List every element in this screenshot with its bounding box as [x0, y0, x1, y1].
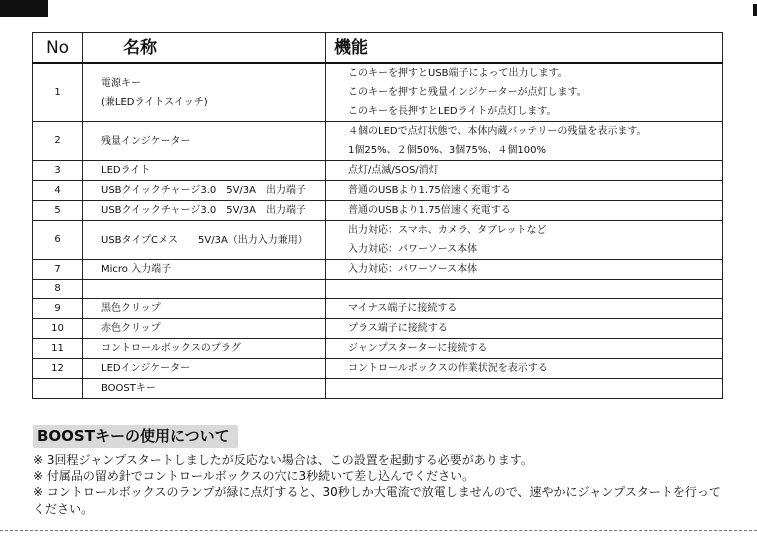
- row-name: [83, 319, 326, 339]
- row-function-line: 普通のUSBより1.75倍速く充電する: [348, 205, 511, 216]
- row-name-line: 黒色クリップ: [101, 303, 161, 314]
- corner-mark: [753, 4, 757, 16]
- boost-note-2: ※ 付属品の留め針でコントロールボックスの穴に3秒続いて差し込んでください。: [33, 469, 475, 483]
- row-name-line: 残量インジケーター: [101, 135, 191, 147]
- row-name-line: (兼LEDライトスイッチ): [101, 96, 208, 108]
- boost-note-3: ※ コントロールボックスのランプが緑に点灯すると、30秒しか大電流で放電しませんので、速やかにジャンプスタートを行ってください。: [33, 485, 721, 516]
- row-name-line: LEDインジケーター: [101, 363, 191, 374]
- header-name: 名称: [83, 33, 326, 64]
- row-function: [326, 122, 723, 161]
- header-no: No: [33, 33, 83, 64]
- row-function-line: 普通のUSBより1.75倍速く充電する: [348, 185, 511, 196]
- row-name-line: USBクイックチャージ3.0 5V/3A 出力端子: [101, 185, 307, 196]
- table-row: [33, 359, 723, 379]
- row-function-line: このキーを押すとUSB端子によって出力します。: [348, 68, 568, 79]
- row-function: [326, 201, 723, 221]
- row-name: [83, 260, 326, 280]
- row-name-line: BOOSTキー: [101, 383, 156, 394]
- boost-note-1: ※ 3回程ジャンプスタートしましたが反応ない場合は、この設置を起動する必要があります。: [33, 453, 533, 467]
- row-function-line: マイナス端子に接続する: [348, 303, 458, 314]
- row-number: 1: [33, 63, 83, 122]
- row-function: [326, 319, 723, 339]
- table-row: [33, 319, 723, 339]
- table-row: [33, 181, 723, 201]
- table-row: [33, 221, 723, 260]
- header-function: 機能: [326, 33, 723, 64]
- row-name: [83, 181, 326, 201]
- row-name: [83, 339, 326, 359]
- row-name: [83, 122, 326, 161]
- row-function: [326, 181, 723, 201]
- row-function-line: 1個25%、２個50%、3個75%、４個100%: [348, 145, 546, 156]
- row-number: 8: [33, 280, 83, 299]
- row-number: 10: [33, 319, 83, 339]
- row-function-line: このキーを押すと残量インジケーターが点灯します。: [348, 87, 587, 98]
- table-row: [33, 299, 723, 319]
- table-row: [33, 161, 723, 181]
- table-row: [33, 379, 723, 399]
- spec-table: [32, 32, 723, 399]
- row-name: [83, 63, 326, 122]
- row-number: 3: [33, 161, 83, 181]
- row-function-line: プラス端子に接続する: [348, 323, 448, 334]
- bottom-dashed-rule: [0, 530, 757, 531]
- row-name-line: LEDライト: [101, 165, 151, 176]
- row-function-line: ジャンプスターターに接続する: [348, 343, 488, 354]
- row-name-line: USBタイプCメス 5V/3A（出力入力兼用）: [101, 234, 308, 246]
- row-name: [83, 221, 326, 260]
- row-function: [326, 161, 723, 181]
- row-name: [83, 201, 326, 221]
- table-row: [33, 260, 723, 280]
- row-function: [326, 299, 723, 319]
- row-number: 9: [33, 299, 83, 319]
- row-function: [326, 379, 723, 399]
- boost-heading: BOOSTキーの使用について: [33, 425, 238, 448]
- row-number: [33, 379, 83, 399]
- table-header-row: [33, 33, 723, 64]
- corner-tab: [0, 0, 48, 17]
- row-function-line: 入力対応：パワーソース本体: [348, 244, 478, 255]
- row-function-line: 点灯/点滅/SOS/消灯: [348, 165, 439, 176]
- row-number: 5: [33, 201, 83, 221]
- table-row: [33, 63, 723, 122]
- row-function: [326, 221, 723, 260]
- row-number: 4: [33, 181, 83, 201]
- row-function: [326, 280, 723, 299]
- table-row: [33, 280, 723, 299]
- table-row: [33, 122, 723, 161]
- row-name: [83, 359, 326, 379]
- row-function-line: ４個のLEDで点灯状態で、本体内蔵バッテリーの残量を表示ます。: [348, 126, 647, 137]
- row-function-line: 出力対応：スマホ、カメラ、タブレットなど: [348, 225, 547, 236]
- row-number: 2: [33, 122, 83, 161]
- row-number: 6: [33, 221, 83, 260]
- row-name: [83, 379, 326, 399]
- row-function: [326, 339, 723, 359]
- table-row: [33, 339, 723, 359]
- row-name: [83, 161, 326, 181]
- row-name-line: USBクイックチャージ3.0 5V/3A 出力端子: [101, 205, 307, 216]
- row-number: 12: [33, 359, 83, 379]
- row-name-line: Micro 入力端子: [101, 264, 172, 275]
- row-function: [326, 359, 723, 379]
- row-function-line: このキーを長押すとLEDライトが点灯します。: [348, 106, 557, 117]
- row-function-line: 入力対応：パワーソース本体: [348, 264, 478, 275]
- row-number: 7: [33, 260, 83, 280]
- row-function: [326, 63, 723, 122]
- row-name-line: コントロールボックスのプラグ: [101, 343, 241, 354]
- row-name-line: 電源キー: [101, 77, 141, 89]
- row-number: 11: [33, 339, 83, 359]
- row-name: [83, 280, 326, 299]
- table-row: [33, 201, 723, 221]
- row-function-line: コントロールボックスの作業状況を表示する: [348, 363, 548, 374]
- row-function: [326, 260, 723, 280]
- row-name-line: 赤色クリップ: [101, 323, 161, 334]
- row-name: [83, 299, 326, 319]
